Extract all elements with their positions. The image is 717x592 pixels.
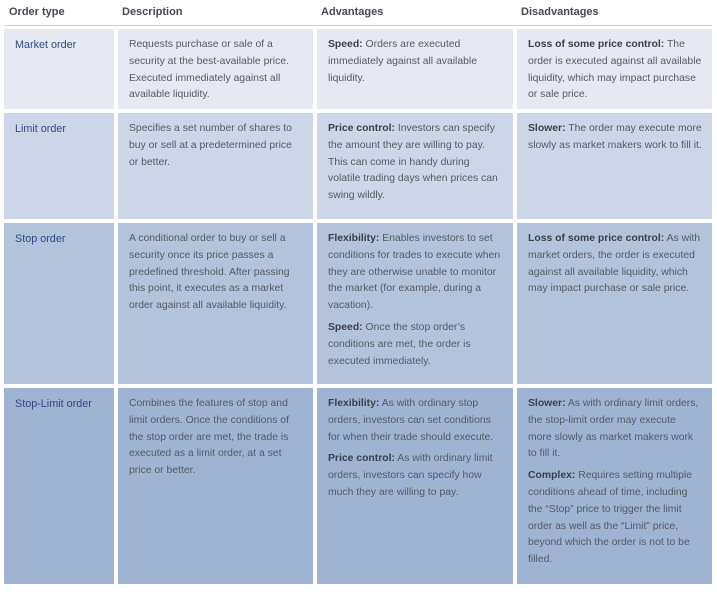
disadvantage-text: As with ordinary limit orders, the stop-limit order may execute more slowly as market makers work to fill it. (528, 398, 699, 460)
row-stop-order-advantages (317, 223, 513, 384)
advantage-item (328, 396, 503, 446)
advantage-label: Speed: (328, 321, 363, 333)
row-stop-limit-order-description: Combines the features of stop and limit orders. Once the conditions of the stop order are met, the trade is executed as a limit order, at a set price or better. (118, 388, 313, 584)
row-market-order-advantages (317, 29, 513, 109)
advantage-text: Investors can specify the amount they are willing to pay. This can come in handy during volatile trading days when prices can swing wildly. (328, 123, 498, 202)
row-stop-limit-order-advantages (317, 388, 513, 584)
row-stop-order-disadvantages (517, 223, 712, 384)
disadvantage-item (528, 468, 702, 569)
header-order-type: Order type (9, 6, 65, 18)
disadvantage-text: The order may execute more slowly as market makers work to fill it. (528, 123, 702, 151)
advantage-label: Flexibility: (328, 398, 380, 409)
row-market-order-description: Requests purchase or sale of a security at the best-available price. Executed immediately against all available liquidity. (118, 29, 313, 109)
advantage-item (328, 231, 503, 315)
advantage-label: Price control: (328, 453, 395, 465)
header-description: Description (122, 6, 183, 18)
disadvantage-item (528, 396, 702, 463)
disadvantage-item (528, 121, 702, 155)
advantage-label: Flexibility: (328, 233, 380, 244)
advantage-item (328, 37, 503, 87)
advantage-text: As with ordinary stop orders, investors can set conditions for when their trade should execute. (328, 398, 494, 443)
disadvantage-item (528, 231, 702, 298)
advantage-text: Enables investors to set conditions for trades to execute when they are otherwise unable to monitor the market (for example, during a vacation). (328, 233, 501, 312)
header-divider (4, 25, 712, 26)
row-stop-limit-order-type: Stop-Limit order (4, 388, 114, 584)
row-limit-order-disadvantages (517, 113, 712, 219)
disadvantage-text: As with market orders, the order is executed against all available liquidity, which may impact purchase or sale price. (528, 233, 701, 295)
header-disadvantages: Disadvantages (521, 6, 599, 18)
disadvantage-text: Requires setting multiple conditions ahead of time, including the “Stop” price to trigger the limit order as well as the “Limit” price, beyond which the order is not to be filled. (528, 470, 693, 566)
advantage-text: Once the stop order’s conditions are met, the order is executed immediately. (328, 321, 471, 367)
advantage-item (328, 320, 503, 370)
disadvantage-label: Loss of some price control: (528, 233, 665, 244)
row-stop-limit-order-disadvantages (517, 388, 712, 584)
disadvantage-text: The order is executed against all available liquidity, which may impact purchase or sale price. (528, 39, 702, 101)
row-stop-order-description: A conditional order to buy or sell a security once its price passes a predefined threshold. After passing this point, it executes as a market order against all available liquidity. (118, 223, 313, 384)
advantage-text: Orders are executed immediately against all available liquidity. (328, 39, 478, 84)
advantage-text: As with ordinary limit orders, investors can specify how much they are willing to pay. (328, 453, 493, 498)
disadvantage-item (528, 37, 702, 104)
disadvantage-label: Complex: (528, 470, 576, 482)
disadvantage-label: Loss of some price control: (528, 39, 665, 50)
advantage-item (328, 121, 503, 205)
advantage-item (328, 451, 503, 501)
advantage-label: Price control: (328, 123, 395, 134)
disadvantage-label: Slower: (528, 123, 566, 134)
disadvantage-label: Slower: (528, 398, 566, 409)
row-limit-order-advantages (317, 113, 513, 219)
row-limit-order-type: Limit order (4, 113, 114, 219)
row-stop-order-type: Stop order (4, 223, 114, 384)
row-limit-order-description: Specifies a set number of shares to buy or sell at a predetermined price or better. (118, 113, 313, 219)
row-market-order-disadvantages (517, 29, 712, 109)
row-market-order-type: Market order (4, 29, 114, 109)
advantage-label: Speed: (328, 39, 363, 50)
header-advantages: Advantages (321, 6, 384, 18)
